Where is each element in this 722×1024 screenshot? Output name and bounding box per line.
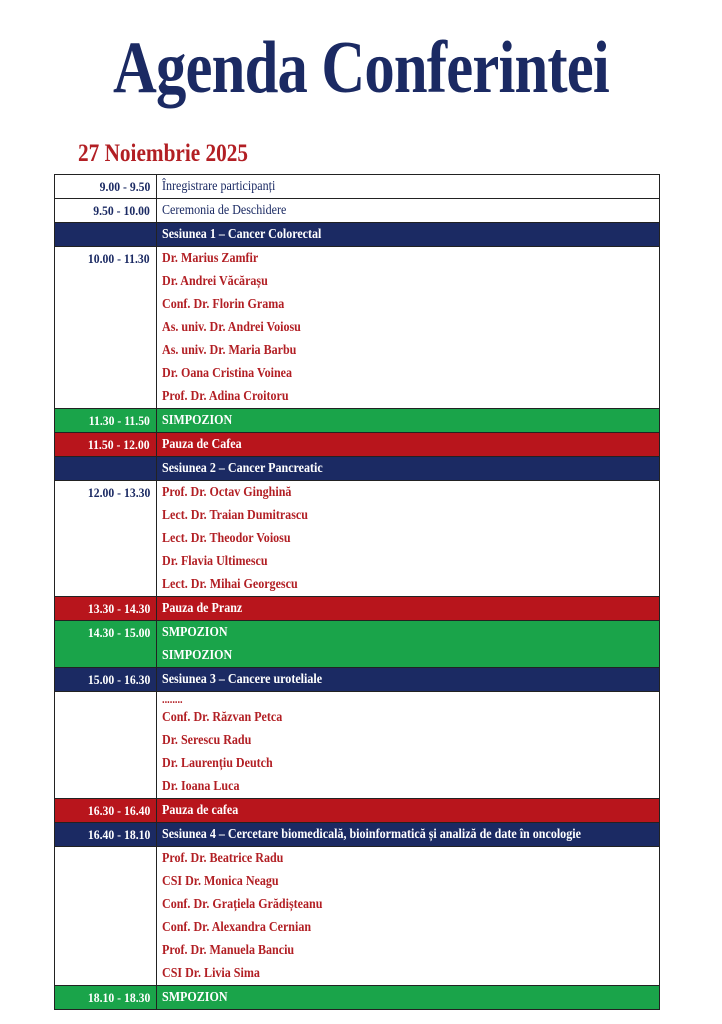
agenda-row (55, 847, 659, 986)
agenda-content (157, 199, 659, 222)
agenda-item-label: Ceremonia de Deschidere (162, 203, 287, 218)
speaker-name: CSI Dr. Livia Sima (162, 966, 260, 981)
time-slot (55, 668, 157, 691)
agenda-row (55, 175, 659, 199)
time-slot (55, 597, 157, 620)
agenda-item-label: Pauza de cafea (162, 803, 239, 818)
speaker-name: Conf. Dr. Răzvan Petca (162, 710, 283, 725)
time-slot-text: 13.30 - 14.30 (87, 601, 150, 616)
agenda-row (55, 823, 659, 847)
time-slot-text: 18.10 - 18.30 (87, 990, 150, 1005)
speaker-name: Dr. Laurențiu Deutch (162, 756, 273, 771)
time-slot (55, 692, 157, 798)
agenda-row (55, 223, 659, 247)
agenda-item-label: SIMPOZION (162, 648, 233, 663)
time-slot-text: 9.50 - 10.00 (93, 203, 150, 218)
agenda-content (157, 692, 659, 798)
agenda-content (157, 481, 659, 596)
speaker-name: Dr. Andrei Văcărașu (162, 274, 268, 289)
agenda-content (157, 823, 659, 846)
time-slot (55, 175, 157, 198)
agenda-row (55, 481, 659, 597)
speaker-name: Prof. Dr. Manuela Banciu (162, 943, 295, 958)
agenda-content (157, 986, 659, 1009)
speaker-name: As. univ. Dr. Maria Barbu (162, 343, 297, 358)
speaker-name: Lect. Dr. Theodor Voiosu (162, 531, 291, 546)
speaker-name: Lect. Dr. Traian Dumitrascu (162, 508, 308, 523)
agenda-row (55, 621, 659, 668)
time-slot-text: 12.00 - 13.30 (87, 485, 150, 500)
agenda-content (157, 457, 659, 480)
agenda-row (55, 986, 659, 1009)
agenda-item-label: Înregistrare participanți (162, 179, 276, 194)
agenda-content (157, 668, 659, 691)
agenda-content (157, 247, 659, 408)
time-slot (55, 433, 157, 456)
agenda-content (157, 223, 659, 246)
agenda-item-label: Sesiunea 2 – Cancer Pancreatic (162, 461, 323, 476)
agenda-item-label: Sesiunea 4 – Cercetare biomedicală, bioinformatică și analiză de date în oncologie (162, 827, 581, 842)
placeholder-dots: ........ (162, 692, 183, 706)
time-slot-text: 9.00 - 9.50 (99, 179, 150, 194)
agenda-row (55, 457, 659, 481)
page-title: Agenda Conferintei (113, 27, 609, 109)
agenda-row (55, 597, 659, 621)
agenda-item-label: SMPOZION (162, 625, 228, 640)
speaker-name: Conf. Dr. Alexandra Cernian (162, 920, 312, 935)
time-slot-text: 10.00 - 11.30 (88, 251, 150, 266)
agenda-item-label: SIMPOZION (162, 413, 233, 428)
speaker-name: Conf. Dr. Grațiela Grădișteanu (162, 897, 323, 912)
time-slot (55, 799, 157, 822)
agenda-content (157, 597, 659, 620)
agenda-row (55, 668, 659, 692)
time-slot (55, 223, 157, 246)
time-slot-text: 11.50 - 12.00 (88, 437, 150, 452)
speaker-name: Dr. Marius Zamfir (162, 251, 259, 266)
agenda-row (55, 199, 659, 223)
time-slot-text: 16.40 - 18.10 (87, 827, 150, 842)
speaker-name: Prof. Dr. Adina Croitoru (162, 389, 289, 404)
agenda-item-label: Sesiunea 1 – Cancer Colorectal (162, 227, 322, 242)
time-slot (55, 847, 157, 985)
time-slot (55, 409, 157, 432)
agenda-row (55, 247, 659, 409)
speaker-name: Dr. Flavia Ultimescu (162, 554, 268, 569)
time-slot-text: 14.30 - 15.00 (87, 625, 150, 640)
agenda-row (55, 433, 659, 457)
time-slot (55, 986, 157, 1009)
time-slot (55, 621, 157, 667)
speaker-name: CSI Dr. Monica Neagu (162, 874, 279, 889)
speaker-name: Conf. Dr. Florin Grama (162, 297, 285, 312)
agenda-content (157, 799, 659, 822)
time-slot (55, 823, 157, 846)
agenda-row (55, 799, 659, 823)
agenda-item-label: Sesiunea 3 – Cancere uroteliale (162, 672, 323, 687)
time-slot (55, 457, 157, 480)
speaker-name: Dr. Ioana Luca (162, 779, 240, 794)
agenda-row (55, 692, 659, 799)
speaker-name: As. univ. Dr. Andrei Voiosu (162, 320, 301, 335)
agenda-content (157, 621, 659, 667)
time-slot-text: 11.30 - 11.50 (88, 413, 150, 428)
event-date: 27 Noiembrie 2025 (78, 140, 248, 167)
speaker-name: Dr. Serescu Radu (162, 733, 252, 748)
agenda-table (54, 174, 660, 1010)
agenda-content (157, 175, 659, 198)
agenda-content (157, 409, 659, 432)
time-slot-text: 16.30 - 16.40 (87, 803, 150, 818)
time-slot (55, 247, 157, 408)
speaker-name: Prof. Dr. Beatrice Radu (162, 851, 284, 866)
speaker-name: Prof. Dr. Octav Ginghină (162, 485, 292, 500)
time-slot (55, 481, 157, 596)
agenda-content (157, 847, 659, 985)
speaker-name: Dr. Oana Cristina Voinea (162, 366, 293, 381)
speaker-name: Lect. Dr. Mihai Georgescu (162, 577, 298, 592)
time-slot (55, 199, 157, 222)
agenda-row (55, 409, 659, 433)
agenda-item-label: SMPOZION (162, 990, 228, 1005)
agenda-item-label: Pauza de Cafea (162, 437, 242, 452)
agenda-content (157, 433, 659, 456)
agenda-item-label: Pauza de Pranz (162, 601, 243, 616)
time-slot-text: 15.00 - 16.30 (87, 672, 150, 687)
